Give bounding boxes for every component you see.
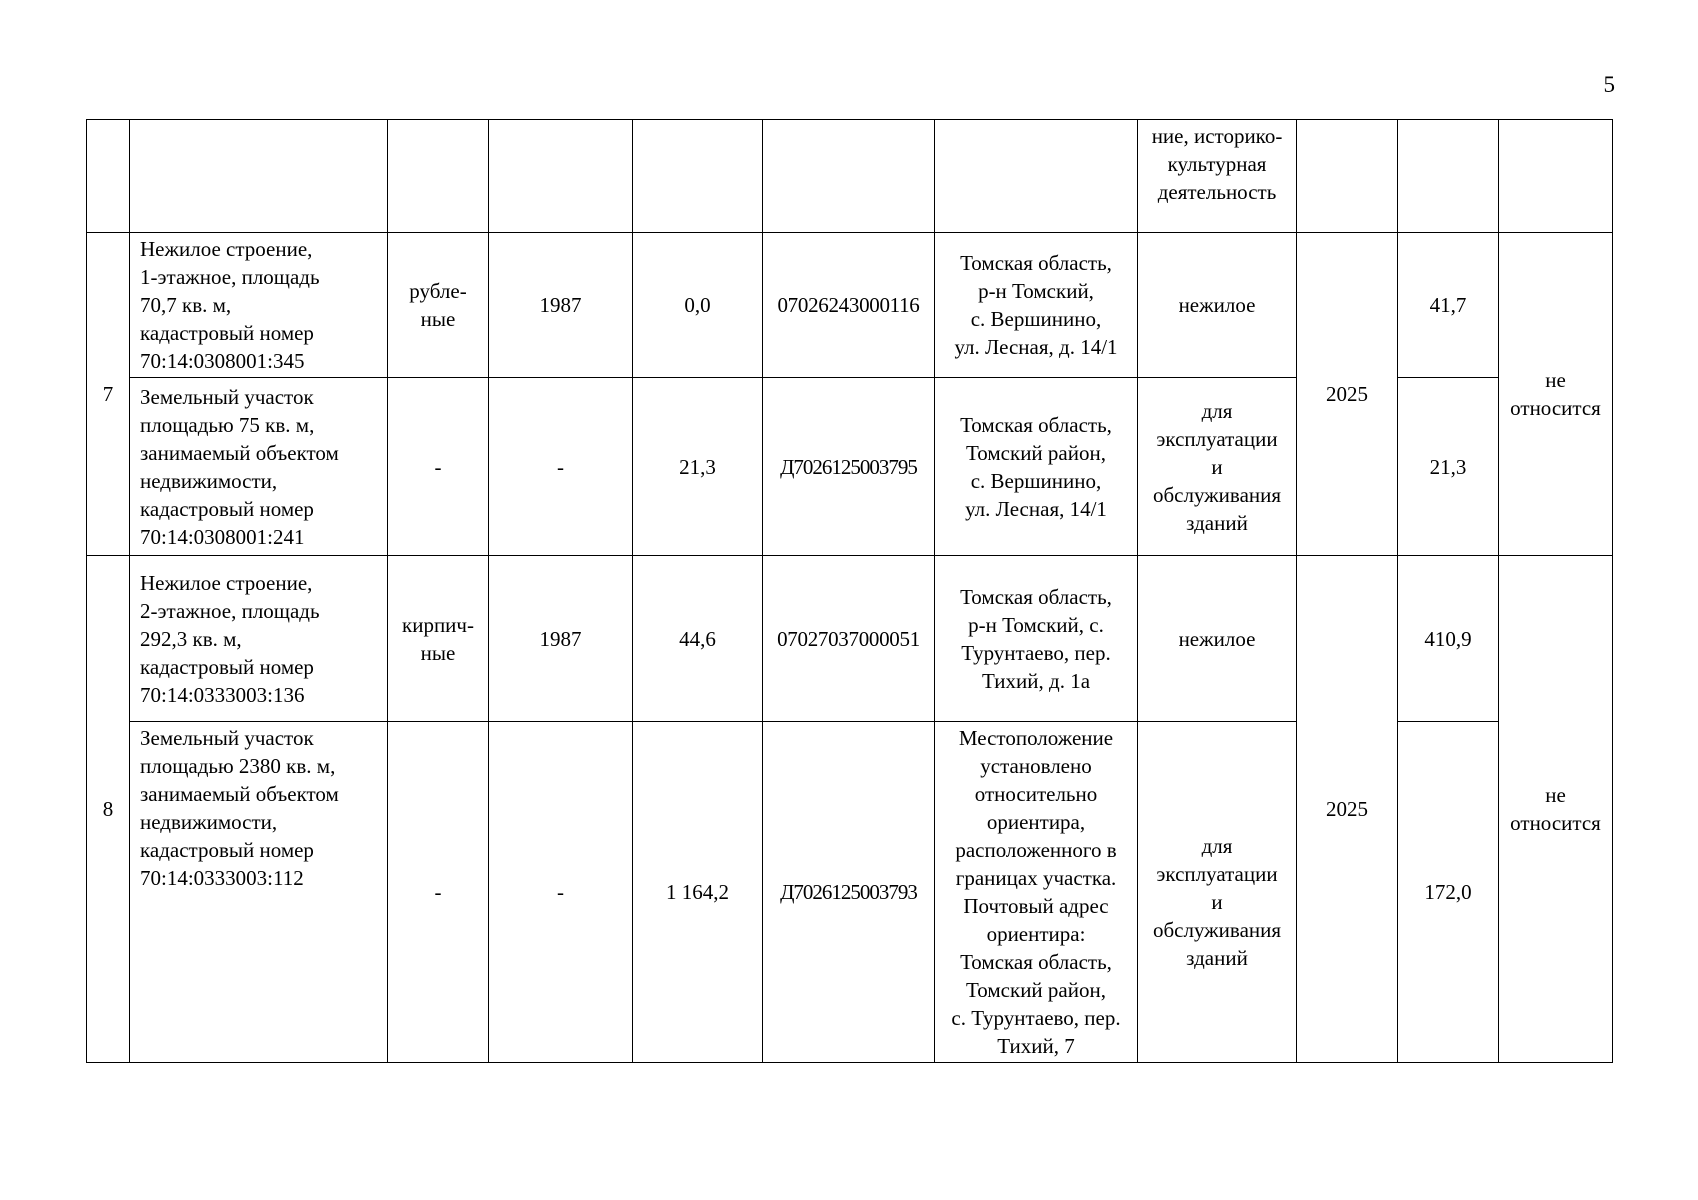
material-cell <box>388 120 489 233</box>
year-cell <box>1297 120 1398 233</box>
relation-cell: не относится <box>1499 556 1613 1063</box>
row-number: 8 <box>87 556 130 1063</box>
wear-cell: 21,3 <box>633 378 763 556</box>
wear-cell: 0,0 <box>633 233 763 378</box>
address-cell: Томская область, р-н Томский, с. Вершинино, ул. Лесная, д. 14/1 <box>935 233 1138 378</box>
built-cell: - <box>489 722 633 1063</box>
code-cell: Д7026125003795 <box>763 378 935 556</box>
description-cell: Нежилое строение, 1-этажное, площадь 70,7 кв. м, кадастровый номер 70:14:0308001:345 <box>130 233 388 378</box>
relation-cell <box>1499 120 1613 233</box>
material-cell: - <box>388 378 489 556</box>
material-cell: кирпич- ные <box>388 556 489 722</box>
description-cell: Земельный участок площадью 2380 кв. м, занимаемый объектом недвижимости, кадастровый номер 70:14:0333003:112 <box>130 722 388 1063</box>
row-number: 7 <box>87 233 130 556</box>
purpose-cell: для эксплуатации и обслуживания зданий <box>1138 722 1297 1063</box>
value-cell: 41,7 <box>1398 233 1499 378</box>
built-cell: 1987 <box>489 233 633 378</box>
purpose-cell: ние, историко- культурная деятельность <box>1138 120 1297 233</box>
wear-cell: 44,6 <box>633 556 763 722</box>
page-number: 5 <box>1603 72 1615 97</box>
value-cell: 172,0 <box>1398 722 1499 1063</box>
code-cell: 07027037000051 <box>763 556 935 722</box>
address-cell: Местоположение установлено относительно ориентира, расположенного в границах участка. Почтовый адрес ориентира: Томская область, Томский район, с. Турунтаево, пер. Тихий, 7 <box>935 722 1138 1063</box>
wear-cell <box>633 120 763 233</box>
description-cell: Земельный участок площадью 75 кв. м, занимаемый объектом недвижимости, кадастровый номер 70:14:0308001:241 <box>130 378 388 556</box>
address-cell: Томская область, Томский район, с. Вершинино, ул. Лесная, 14/1 <box>935 378 1138 556</box>
table-row <box>87 556 1613 722</box>
built-cell: - <box>489 378 633 556</box>
material-cell: - <box>388 722 489 1063</box>
code-cell <box>763 120 935 233</box>
num-cell <box>87 120 130 233</box>
value-cell <box>1398 120 1499 233</box>
wear-cell: 1 164,2 <box>633 722 763 1063</box>
purpose-cell: для эксплуатации и обслуживания зданий <box>1138 378 1297 556</box>
table-row <box>87 233 1613 378</box>
description-cell <box>130 120 388 233</box>
purpose-cell: нежилое <box>1138 233 1297 378</box>
relation-cell: не относится <box>1499 233 1613 556</box>
continuation-row <box>87 120 1613 233</box>
address-cell: Томская область, р-н Томский, с. Турунтаево, пер. Тихий, д. 1а <box>935 556 1138 722</box>
description-cell: Нежилое строение, 2-этажное, площадь 292,3 кв. м, кадастровый номер 70:14:0333003:136 <box>130 556 388 722</box>
value-cell: 410,9 <box>1398 556 1499 722</box>
purpose-cell: нежилое <box>1138 556 1297 722</box>
material-cell: рубле- ные <box>388 233 489 378</box>
built-cell: 1987 <box>489 556 633 722</box>
built-cell <box>489 120 633 233</box>
address-cell <box>935 120 1138 233</box>
year-cell: 2025 <box>1297 556 1398 1063</box>
value-cell: 21,3 <box>1398 378 1499 556</box>
code-cell: Д7026125003793 <box>763 722 935 1063</box>
year-cell: 2025 <box>1297 233 1398 556</box>
code-cell: 07026243000116 <box>763 233 935 378</box>
property-table <box>86 119 1613 1063</box>
